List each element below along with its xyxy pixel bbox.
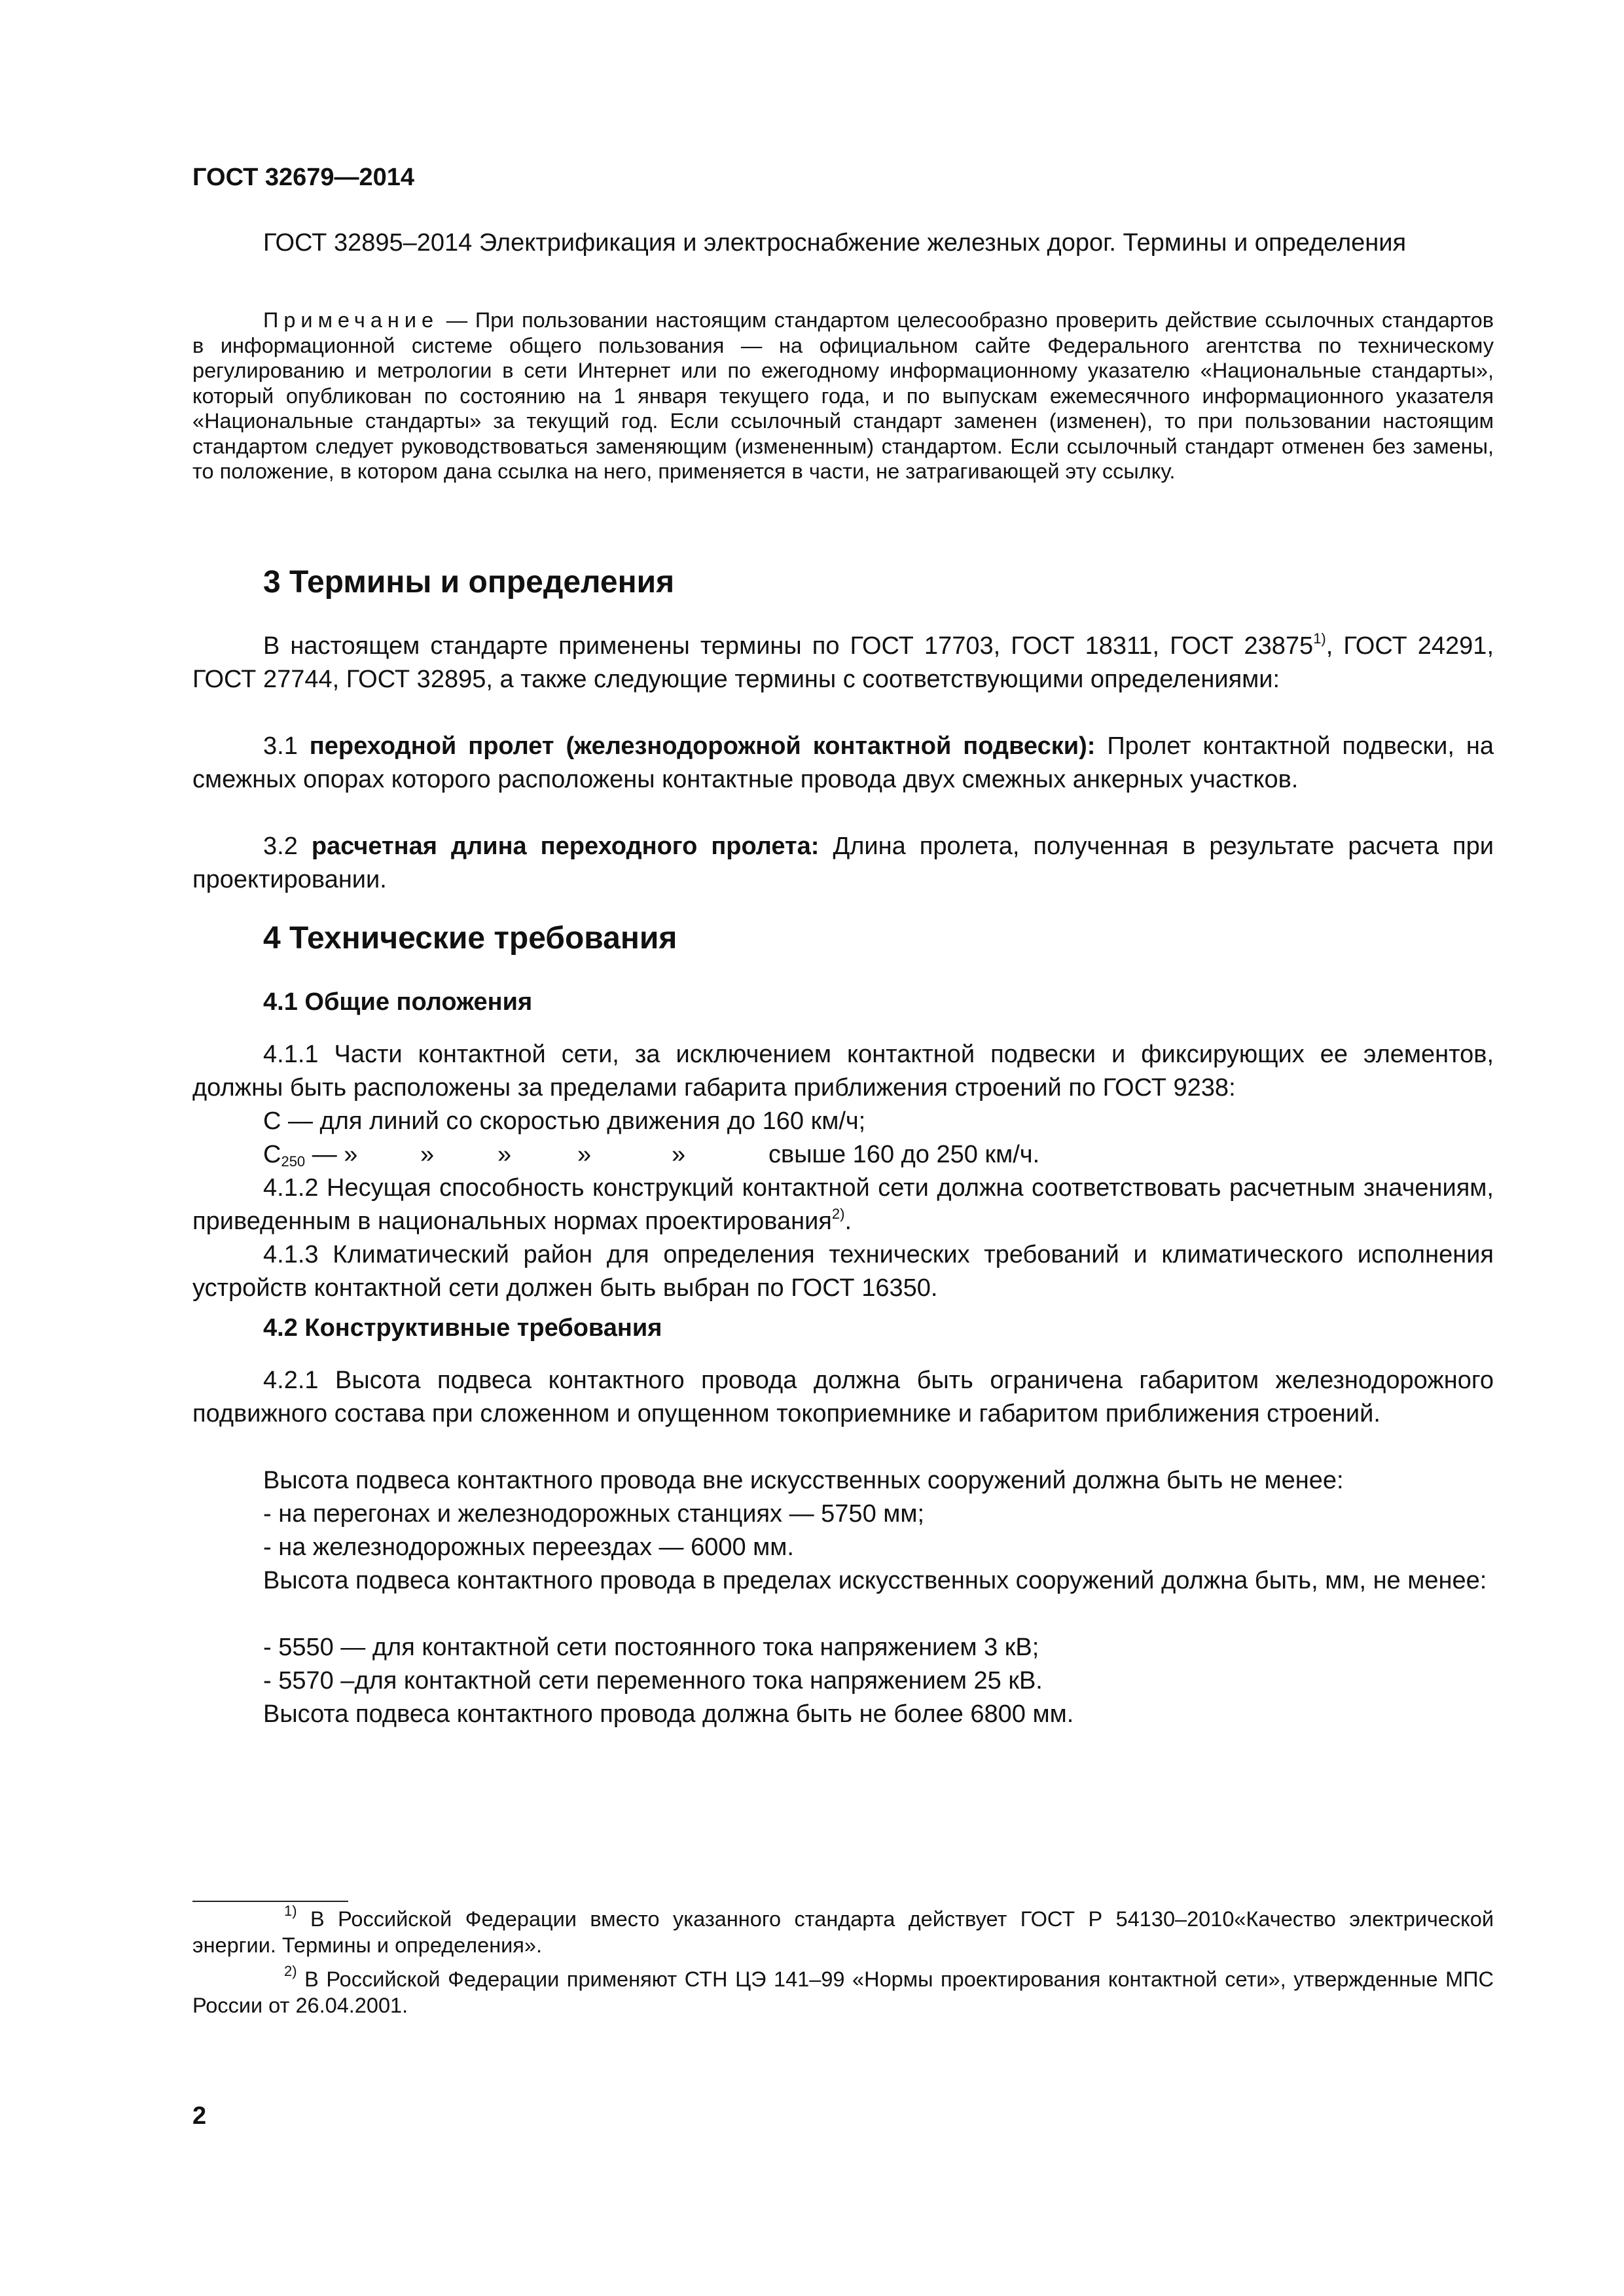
- section-3-intro: [192, 630, 1494, 696]
- ditto-mark: »: [497, 1141, 512, 1168]
- ditto-mark: »: [672, 1141, 686, 1168]
- clause-4-2-1: 4.2.1 Высота подвеса контактного провода должна быть ограничена габаритом железнодорожного подвижного состава при сложенном и опущенном токоприемнике и габаритом приближения строений.: [192, 1367, 1494, 1427]
- note-text: — При пользовании настоящим стандартом целесообразно проверить действие ссылочных стандартов в информационной системе общего пользования — на официальном сайте Федерального агентства по техническому регулированию и метрологии в сети Интернет или по ежегодному информационному указателю «Национальные стандарты», который опубликован по состоянию на 1 января текущего года, и по выпускам ежемесячного информационного указателя «Национальные стандарты» за текущий год. Если ссылочный стандарт заменен (изменен), то при пользовании настоящим стандартом следует руководствоваться заменяющим (измененным) стандартом. Если ссылочный стандарт отменен без замены, то положение, в котором дана ссылка на него, применяется в части, не затрагивающей эту ссылку.: [192, 308, 1494, 483]
- ditto-mark: »: [577, 1141, 592, 1168]
- term-name: расчетная длина переходного пролета:: [311, 833, 820, 860]
- subsection-4-1-title: 4.1 Общие положения: [263, 988, 533, 1016]
- c250-subscript: 250: [281, 1153, 306, 1170]
- height-inside-structures: Высота подвеса контактного провода в пределах искусственных сооружений должна быть, мм, не менее:: [263, 1567, 1487, 1594]
- term-3-1: [192, 730, 1494, 797]
- term-definition: Длина пролета, полученная в результате расчета при проектировании.: [192, 833, 1494, 893]
- c250-label: [263, 1138, 357, 1172]
- footnote-mark: 1): [284, 1903, 297, 1919]
- clause-4-1-3: 4.1.3 Климатический район для определения технических требований и климатического исполнения устройств контактной сети должен быть выбран по ГОСТ 16350.: [192, 1241, 1494, 1302]
- c250-letter: С: [263, 1141, 281, 1168]
- footnote-2: [192, 1963, 1494, 2018]
- list-item: - на перегонах и железнодорожных станциях — 5750 мм;: [263, 1500, 925, 1528]
- list-item: - 5550 — для контактной сети постоянного тока напряжением 3 кВ;: [263, 1634, 1039, 1661]
- footnote-text: В Российской Федерации вместо указанного стандарта действует ГОСТ Р 54130–2010«Качество электрической энергии. Термины и определения».: [192, 1907, 1494, 1957]
- term-number: 3.2: [263, 833, 312, 860]
- list-item: - на железнодорожных переездах — 6000 мм.: [263, 1534, 794, 1561]
- ref-gost-32895: ГОСТ 32895–2014 Электрификация и электроснабжение железных дорог. Термины и определения: [263, 229, 1407, 257]
- ditto-mark: »: [420, 1141, 435, 1168]
- intro-text-a: В настоящем стандарте применены термины по ГОСТ 17703, ГОСТ 18311, ГОСТ 23875: [263, 632, 1314, 660]
- height-outside-structures: Высота подвеса контактного провода вне искусственных сооружений должна быть не менее:: [263, 1467, 1344, 1494]
- clause-text: 4.1.2 Несущая способность конструкций контактной сети должна соответствовать расчетным значениям, приведенным в национальных нормах проектирования: [192, 1174, 1494, 1235]
- clause-c-line: С — для линий со скоростью движения до 160 км/ч;: [263, 1107, 866, 1135]
- footnote-1: [192, 1903, 1494, 1958]
- term-3-2: [192, 830, 1494, 897]
- clause-text-end: .: [844, 1208, 852, 1235]
- term-name: переходной пролет (железнодорожной контактной подвески):: [309, 732, 1096, 760]
- list-item: - 5570 –для контактной сети переменного тока напряжением 25 кВ.: [263, 1667, 1043, 1695]
- section-3-title: 3 Термины и определения: [263, 565, 675, 600]
- note-paragraph: [192, 308, 1494, 484]
- c250-speed-range: свыше 160 до 250 км/ч.: [768, 1141, 1040, 1168]
- page-number: 2: [192, 2102, 207, 2130]
- height-maximum: Высота подвеса контактного провода должна быть не более 6800 мм.: [263, 1700, 1074, 1728]
- note-label: Примечание: [263, 308, 439, 332]
- footnote-ref-1: 1): [1313, 630, 1326, 647]
- clause-4-1-1: 4.1.1 Части контактной сети, за исключением контактной подвески и фиксирующих ее элементов, должны быть расположены за пределами габарита приближения строений по ГОСТ 9238:: [192, 1041, 1494, 1102]
- footnote-ref-2: 2): [831, 1206, 845, 1222]
- section-4-title: 4 Технические требования: [263, 921, 677, 956]
- term-number: 3.1: [263, 732, 310, 760]
- subsection-4-2-title: 4.2 Конструктивные требования: [263, 1314, 662, 1342]
- clause-4-1-2: [192, 1172, 1494, 1238]
- c250-dash: — »: [305, 1141, 358, 1168]
- intro-text-b: , ГОСТ 24291, ГОСТ 27744, ГОСТ 32895, а также следующие термины с соответствующими определениями:: [192, 632, 1494, 693]
- footnote-text: В Российской Федерации применяют СТН ЦЭ 141–99 «Нормы проектирования контактной сети», утвержденные МПС России от 26.04.2001.: [192, 1967, 1494, 2017]
- footnote-mark: 2): [284, 1963, 297, 1979]
- term-definition: Пролет контактной подвески, на смежных опорах которого расположены контактные провода двух смежных анкерных участков.: [192, 732, 1494, 793]
- footnote-divider: [192, 1901, 348, 1902]
- document-header: ГОСТ 32679—2014: [192, 164, 415, 191]
